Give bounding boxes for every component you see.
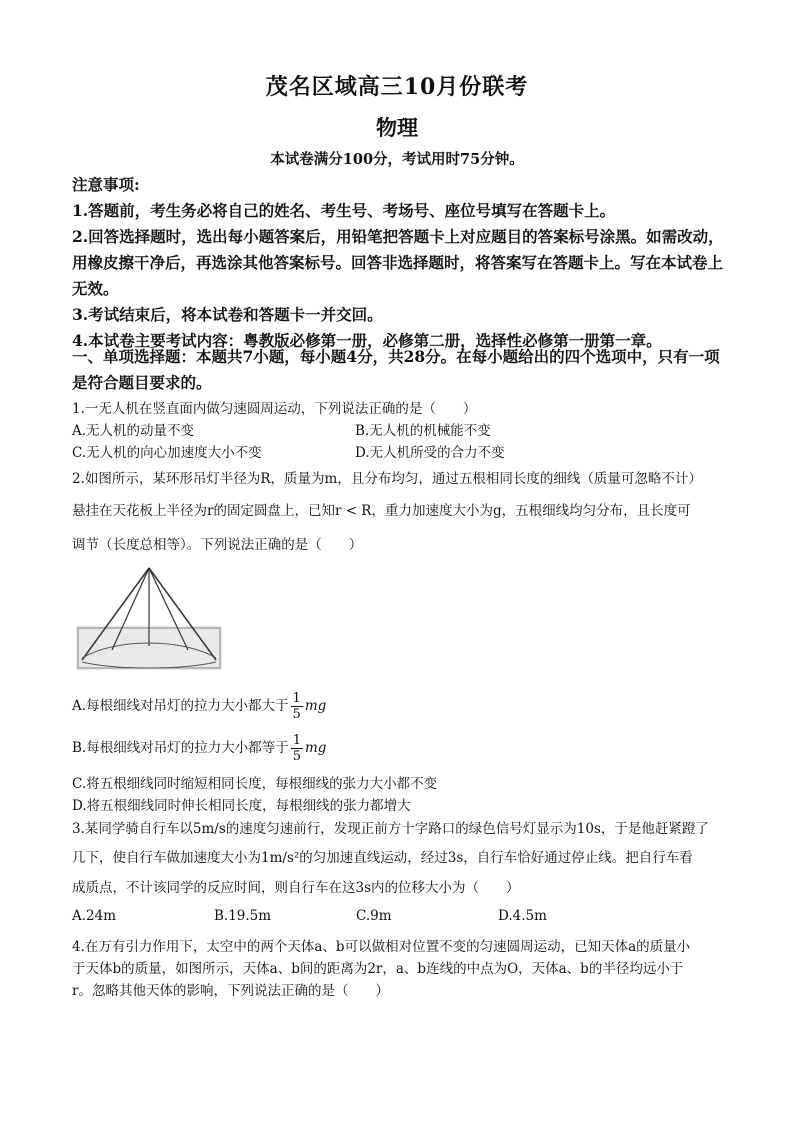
fraction: [291, 734, 303, 763]
question-2-option-b: [72, 734, 728, 763]
fraction: [291, 692, 303, 721]
question-3-options-row: [72, 905, 728, 927]
notes-block: [72, 172, 727, 354]
question-2-option-d: [72, 795, 728, 817]
subject-title: 物理: [376, 115, 418, 140]
question-1: [72, 398, 728, 464]
lamp-figure: [76, 566, 224, 670]
question-3: [72, 818, 728, 927]
option-b: B.无人机的机械能不变: [355, 423, 491, 439]
note-item: 4.本试卷主要考试内容：粤教版必修第一册，必修第二册，选择性必修第一册第一章。: [72, 331, 662, 350]
option-c: C.无人机的向心加速度大小不变: [72, 445, 262, 461]
question-2-stem-line: 调节（长度总相等）。下列说法正确的是（ ）: [72, 537, 363, 553]
fraction-numerator: 1: [292, 733, 301, 748]
question-2: [72, 468, 728, 556]
option-a-text: A.每根细线对吊灯的拉力大小都大于: [72, 698, 289, 714]
fraction-denominator: 5: [292, 707, 301, 722]
option-d: D.无人机所受的合力不变: [355, 445, 505, 461]
option-c: C.将五根细线同时缩短相同长度，每根细线的张力大小都不变: [72, 776, 438, 792]
question-3-stem-line: 几下，使自行车做加速度大小为1m/s²的匀加速直线运动，经过3s，自行车恰好通过停止线。把自行车看: [72, 850, 693, 866]
option-d: D.4.5m: [498, 908, 547, 924]
question-2-stem-line: 2.如图所示，某环形吊灯半径为R，质量为m，且分布均匀，通过五根相同长度的细线（质量可忽略不计）: [72, 471, 702, 487]
question-2-stem-line: 悬挂在天花板上半径为r的固定圆盘上，已知r < R，重力加速度大小为g，五根细线均匀分布，且长度可: [72, 503, 691, 519]
section-title: 一、单项选择题：本题共7小题，每小题4分，共28分。在每小题给出的四个选项中，只有一项是符合题目要求的。: [72, 347, 720, 392]
question-3-stem-line: 成质点，不计该同学的反应时间，则自行车在这3s内的位移大小为（ ）: [72, 880, 520, 896]
fraction-unit: mg: [305, 740, 327, 756]
question-4: [72, 936, 728, 1002]
question-4-stem-line: r。忽略其他天体的影响，下列说法正确的是（ ）: [72, 983, 389, 999]
question-4-stem-line: 于天体b的质量，如图所示，天体a、b间的距离为2r，a、b连线的中点为O，天体a、b的半径均远小于: [72, 961, 684, 977]
option-b: B.19.5m: [214, 908, 272, 924]
option-a: A.无人机的动量不变: [72, 423, 195, 439]
score-line: 本试卷满分100分，考试用时75分钟。: [270, 151, 524, 168]
fraction-denominator: 5: [292, 749, 301, 764]
notes-heading: 注意事项:: [72, 175, 140, 194]
option-a: A.24m: [72, 908, 117, 924]
note-item: 2.回答选择题时，选出每小题答案后，用铅笔把答题卡上对应题目的答案标号涂黑。如需改动，用橡皮擦干净后，再选涂其他答案标号。回答非选择题时，将答案写在答题卡上。写在本试卷上无效。: [72, 227, 724, 298]
question-1-stem: 1.一无人机在竖直面内做匀速圆周运动，下列说法正确的是（ ）: [72, 401, 477, 417]
option-d: D.将五根细线同时伸长相同长度，每根细线的张力都增大: [72, 798, 411, 814]
question-1-options-row: [72, 442, 728, 464]
note-item: 1.答题前，考生务必将自己的姓名、考生号、考场号、座位号填写在答题卡上。: [72, 201, 616, 220]
question-2-option-a: [72, 692, 728, 721]
option-b-text: B.每根细线对吊灯的拉力大小都等于: [72, 740, 289, 756]
question-3-stem-line: 3.某同学骑自行车以5m/s的速度匀速前行，发现正前方十字路口的绿色信号灯显示为10s，于是他赶紧蹬了: [72, 821, 709, 837]
exam-title: 茂名区域高三10月份联考: [265, 74, 529, 100]
question-4-stem-line: 4.在万有引力作用下，太空中的两个天体a、b可以做相对位置不变的匀速圆周运动，已知天体a的质量小: [72, 939, 691, 955]
option-c: C.9m: [356, 908, 392, 924]
fraction-numerator: 1: [292, 691, 301, 706]
question-1-options-row: [72, 420, 728, 442]
fraction-unit: mg: [304, 698, 327, 714]
question-2-option-c: [72, 773, 728, 795]
note-item: 3.考试结束后，将本试卷和答题卡一并交回。: [72, 305, 383, 324]
